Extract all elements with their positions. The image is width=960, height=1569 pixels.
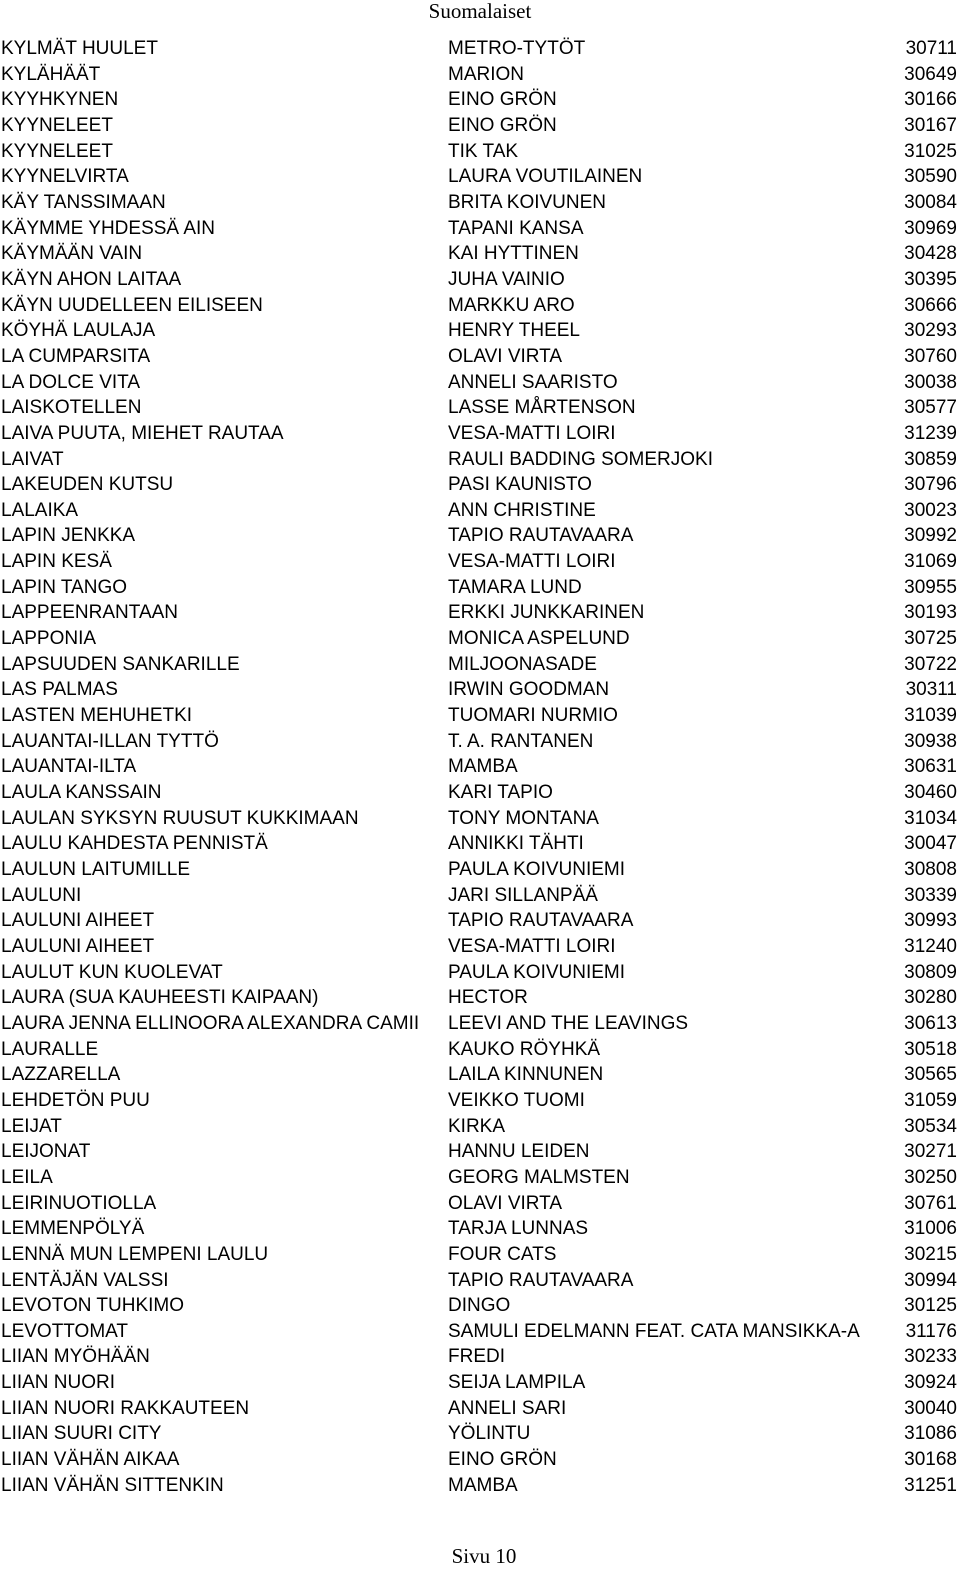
song-title: LIIAN NUORI — [1, 1372, 116, 1394]
table-row — [0, 1473, 960, 1499]
table-row — [0, 729, 960, 755]
song-title: KÄYN AHON LAITAA — [1, 268, 182, 290]
song-title: KÖYHÄ LAULAJA — [1, 320, 156, 342]
song-code: 30534 — [904, 1115, 957, 1137]
song-code: 30038 — [904, 371, 957, 393]
song-title: LAULA KANSSAIN — [1, 782, 162, 804]
song-artist: HENRY THEEL — [448, 320, 580, 342]
song-title: LAPIN JENKKA — [1, 525, 136, 547]
table-row — [0, 1344, 960, 1370]
song-artist: ANNIKKI TÄHTI — [448, 833, 584, 855]
song-code: 30711 — [905, 38, 957, 59]
song-title: LAPPONIA — [1, 628, 97, 650]
table-row — [0, 318, 960, 344]
song-code: 30761 — [904, 1192, 957, 1214]
song-artist: METRO-TYTÖT — [448, 38, 586, 59]
song-code: 30613 — [904, 1012, 957, 1034]
song-artist: VESA-MATTI LOIRI — [448, 551, 616, 573]
song-title: LAS PALMAS — [1, 679, 118, 701]
table-row — [0, 1062, 960, 1088]
table-row — [0, 549, 960, 575]
song-code: 30992 — [904, 525, 957, 547]
song-code: 30859 — [904, 448, 957, 470]
song-artist: TUOMARI NURMIO — [448, 705, 618, 727]
song-code: 30722 — [904, 653, 957, 675]
song-artist: KAUKO RÖYHKÄ — [448, 1038, 601, 1060]
song-artist: ERKKI JUNKKARINEN — [448, 602, 645, 624]
page-header — [0, 0, 960, 28]
song-artist: PAULA KOIVUNIEMI — [448, 961, 626, 983]
song-artist: HECTOR — [448, 987, 528, 1009]
song-artist: VESA-MATTI LOIRI — [448, 935, 616, 957]
song-artist: BRITA KOIVUNEN — [448, 191, 607, 213]
table-row — [0, 1191, 960, 1217]
song-artist: TIK TAK — [448, 140, 519, 162]
song-title: LAULUNI AIHEET — [1, 910, 155, 932]
song-artist: RAULI BADDING SOMERJOKI — [448, 448, 713, 470]
table-row — [0, 652, 960, 678]
table-row — [0, 806, 960, 832]
song-artist: KAI HYTTINEN — [448, 243, 579, 265]
song-title: LAUANTAI-ILTA — [1, 756, 137, 778]
song-code: 30760 — [904, 345, 957, 367]
song-code: 31240 — [904, 935, 957, 957]
table-row — [0, 447, 960, 473]
table-row — [0, 1114, 960, 1140]
song-title: KYYNELEET — [1, 114, 113, 136]
song-code: 30955 — [904, 576, 957, 598]
song-artist: TAPANI KANSA — [448, 217, 584, 239]
song-title: LENNÄ MUN LEMPENI LAULU — [1, 1243, 269, 1265]
song-title: LAZZARELLA — [1, 1064, 121, 1086]
song-artist: OLAVI VIRTA — [448, 345, 563, 367]
table-row — [0, 370, 960, 396]
song-code: 30040 — [904, 1397, 957, 1419]
song-code: 31039 — [904, 705, 957, 727]
table-row — [0, 831, 960, 857]
table-row — [0, 1216, 960, 1242]
song-title: KÄY TANSSIMAAN — [1, 191, 166, 213]
table-row — [0, 190, 960, 216]
song-artist: ANNELI SARI — [448, 1397, 567, 1419]
table-row — [0, 754, 960, 780]
table-row — [0, 1139, 960, 1165]
song-code: 30590 — [904, 166, 957, 188]
song-artist: EINO GRÖN — [448, 89, 557, 111]
song-artist: TAMARA LUND — [448, 576, 582, 598]
song-artist: HANNU LEIDEN — [448, 1141, 590, 1163]
song-title: KYYNELVIRTA — [1, 166, 129, 188]
song-code: 30271 — [904, 1141, 957, 1163]
song-title: LAURA (SUA KAUHEESTI KAIPAAN) — [1, 987, 319, 1009]
table-row — [0, 677, 960, 703]
song-title: KYLÄHÄÄT — [1, 63, 101, 85]
song-artist: PAULA KOIVUNIEMI — [448, 859, 626, 880]
table-row — [0, 1088, 960, 1114]
song-artist: FREDI — [448, 1346, 505, 1368]
table-row — [0, 113, 960, 139]
song-artist: ANN CHRISTINE — [448, 499, 596, 521]
song-artist: MONICA ASPELUND — [448, 628, 630, 650]
song-title: KYYHKYNEN — [1, 89, 119, 111]
table-row — [0, 344, 960, 370]
table-row — [0, 498, 960, 524]
song-title: LEIJONAT — [1, 1141, 91, 1163]
song-artist: KARI TAPIO — [448, 782, 553, 804]
table-row — [0, 908, 960, 934]
song-artist: TAPIO RAUTAVAARA — [448, 910, 634, 932]
table-row — [0, 985, 960, 1011]
song-code: 30395 — [904, 268, 957, 290]
table-row — [0, 1242, 960, 1268]
table-row — [0, 1396, 960, 1422]
song-title: LAULUNI — [1, 884, 82, 906]
song-code: 31025 — [904, 140, 957, 162]
table-row — [0, 780, 960, 806]
song-title: LAURA JENNA ELLINOORA ALEXANDRA CAMII — [1, 1012, 420, 1034]
song-artist: TAPIO RAUTAVAARA — [448, 525, 634, 547]
table-row — [0, 62, 960, 88]
song-title: LAULAN SYKSYN RUUSUT KUKKIMAAN — [1, 807, 359, 829]
table-row — [0, 960, 960, 986]
song-title: LEIRINUOTIOLLA — [1, 1192, 157, 1214]
song-title: LA DOLCE VITA — [1, 371, 141, 393]
table-row — [0, 139, 960, 165]
song-artist: JARI SILLANPÄÄ — [448, 884, 598, 906]
song-artist: IRWIN GOODMAN — [448, 679, 610, 701]
table-row — [0, 626, 960, 652]
table-row — [0, 395, 960, 421]
song-code: 30796 — [904, 474, 957, 496]
song-code: 31176 — [905, 1320, 957, 1342]
song-code: 31251 — [904, 1474, 957, 1496]
song-artist: VEIKKO TUOMI — [448, 1089, 585, 1111]
song-code: 30215 — [904, 1243, 957, 1265]
song-code: 30725 — [904, 628, 957, 650]
song-artist: DINGO — [448, 1295, 511, 1317]
song-artist: MARKKU ARO — [448, 294, 575, 316]
table-row — [0, 36, 960, 62]
song-artist: JUHA VAINIO — [448, 268, 565, 290]
song-code: 30233 — [904, 1346, 957, 1368]
song-code: 30084 — [904, 191, 957, 213]
song-artist: MAMBA — [448, 1474, 518, 1496]
song-code: 30969 — [904, 217, 957, 239]
table-row — [0, 934, 960, 960]
table-row — [0, 216, 960, 242]
page-number: Sivu 10 — [451, 1544, 517, 1568]
table-row — [0, 1268, 960, 1294]
song-artist: TONY MONTANA — [448, 807, 599, 829]
song-artist: LASSE MÅRTENSON — [448, 397, 636, 419]
table-row — [0, 857, 960, 883]
song-code: 30518 — [904, 1038, 957, 1060]
song-artist: PASI KAUNISTO — [448, 474, 592, 496]
song-artist: SEIJA LAMPILA — [448, 1372, 586, 1394]
song-code: 30250 — [904, 1166, 957, 1188]
page-footer — [0, 1545, 960, 1567]
table-row — [0, 883, 960, 909]
song-code: 30809 — [904, 961, 957, 983]
song-code: 30023 — [904, 499, 957, 521]
song-title: LAULUT KUN KUOLEVAT — [1, 961, 223, 983]
song-code: 30460 — [904, 782, 957, 804]
song-title: LALAIKA — [1, 499, 79, 521]
song-title: LIIAN MYÖHÄÄN — [1, 1346, 150, 1368]
table-row — [0, 241, 960, 267]
song-code: 30993 — [904, 910, 957, 932]
song-code: 30631 — [904, 756, 957, 778]
song-title: LAULUN LAITUMILLE — [1, 859, 191, 880]
song-code: 30168 — [904, 1449, 957, 1471]
table-row — [0, 703, 960, 729]
song-code: 30994 — [904, 1269, 957, 1291]
table-row — [0, 523, 960, 549]
song-title: LAKEUDEN KUTSU — [1, 474, 174, 496]
table-row — [0, 1011, 960, 1037]
song-title: LIIAN VÄHÄN AIKAA — [1, 1449, 180, 1471]
table-row — [0, 1447, 960, 1473]
table-row — [0, 472, 960, 498]
table-row — [0, 1421, 960, 1447]
song-artist: TAPIO RAUTAVAARA — [448, 1269, 634, 1291]
song-title: KÄYN UUDELLEEN EILISEEN — [1, 294, 263, 316]
song-code: 31239 — [904, 422, 957, 444]
song-title: LAIVAT — [1, 448, 64, 470]
song-code: 30808 — [904, 859, 957, 880]
song-title: KÄYMÄÄN VAIN — [1, 243, 143, 265]
song-artist: GEORG MALMSTEN — [448, 1166, 630, 1188]
table-row — [0, 87, 960, 113]
song-title: LEHDETÖN PUU — [1, 1089, 150, 1111]
song-artist: LAILA KINNUNEN — [448, 1064, 604, 1086]
table-row — [0, 1037, 960, 1063]
song-artist: FOUR CATS — [448, 1243, 557, 1265]
song-title: KYLMÄT HUULET — [1, 38, 158, 59]
song-title: LEILA — [1, 1166, 53, 1188]
song-title: LAPPEENRANTAAN — [1, 602, 179, 624]
song-artist: MARION — [448, 63, 524, 85]
song-artist: EINO GRÖN — [448, 1449, 557, 1471]
song-code: 30649 — [904, 63, 957, 85]
song-code: 30577 — [904, 397, 957, 419]
song-artist: SAMULI EDELMANN FEAT. CATA MANSIKKA-A — [448, 1320, 860, 1342]
song-artist: MAMBA — [448, 756, 518, 778]
table-row — [0, 575, 960, 601]
song-code: 30125 — [904, 1295, 957, 1317]
song-title: LAPSUUDEN SANKARILLE — [1, 653, 240, 675]
song-code: 30924 — [904, 1372, 957, 1394]
table-row — [0, 421, 960, 447]
song-artist: VESA-MATTI LOIRI — [448, 422, 616, 444]
song-code: 31069 — [904, 551, 957, 573]
table-row — [0, 600, 960, 626]
song-artist: LEEVI AND THE LEAVINGS — [448, 1012, 689, 1034]
song-title: LEMMENPÖLYÄ — [1, 1218, 145, 1240]
song-code: 30428 — [904, 243, 957, 265]
song-artist: ANNELI SAARISTO — [448, 371, 618, 393]
table-row — [0, 164, 960, 190]
song-code: 31086 — [904, 1423, 957, 1445]
song-code: 31006 — [904, 1218, 957, 1240]
song-title: LIIAN VÄHÄN SITTENKIN — [1, 1474, 224, 1496]
song-artist: YÖLINTU — [448, 1423, 531, 1445]
song-title: LA CUMPARSITA — [1, 345, 151, 367]
song-title: LEVOTON TUHKIMO — [1, 1295, 184, 1317]
song-table — [0, 36, 960, 1498]
song-title: LEIJAT — [1, 1115, 62, 1137]
song-title: LAPIN TANGO — [1, 576, 127, 598]
song-code: 30280 — [904, 987, 957, 1009]
song-code: 30339 — [904, 884, 957, 906]
song-title: LAPIN KESÄ — [1, 551, 112, 573]
song-artist: KIRKA — [448, 1115, 506, 1137]
table-row — [0, 1293, 960, 1319]
song-code: 30311 — [905, 679, 957, 701]
table-row — [0, 293, 960, 319]
song-code: 30193 — [904, 602, 957, 624]
song-title: LAURALLE — [1, 1038, 99, 1060]
song-artist: OLAVI VIRTA — [448, 1192, 563, 1214]
table-row — [0, 1165, 960, 1191]
song-title: LAIVA PUUTA, MIEHET RAUTAA — [1, 422, 284, 444]
song-code: 30565 — [904, 1064, 957, 1086]
song-artist: TARJA LUNNAS — [448, 1218, 589, 1240]
song-code: 31034 — [904, 807, 957, 829]
song-title: KÄYMME YHDESSÄ AIN — [1, 217, 215, 239]
song-title: LASTEN MEHUHETKI — [1, 705, 193, 727]
song-title: KYYNELEET — [1, 140, 113, 162]
song-artist: EINO GRÖN — [448, 114, 557, 136]
table-row — [0, 1370, 960, 1396]
song-title: LAISKOTELLEN — [1, 397, 142, 419]
song-code: 30047 — [904, 833, 957, 855]
song-code: 30666 — [904, 294, 957, 316]
page-title: Suomalaiset — [428, 0, 532, 23]
song-code: 31059 — [904, 1089, 957, 1111]
song-title: LIIAN SUURI CITY — [1, 1423, 162, 1445]
song-title: LAUANTAI-ILLAN TYTTÖ — [1, 730, 219, 752]
table-row — [0, 1319, 960, 1345]
song-code: 30938 — [904, 730, 957, 752]
song-artist: T. A. RANTANEN — [448, 730, 594, 752]
song-artist: MILJOONASADE — [448, 653, 597, 675]
song-title: LENTÄJÄN VALSSI — [1, 1269, 169, 1291]
song-code: 30166 — [904, 89, 957, 111]
song-title: LIIAN NUORI RAKKAUTEEN — [1, 1397, 250, 1419]
song-artist: LAURA VOUTILAINEN — [448, 166, 643, 188]
song-code: 30167 — [904, 114, 957, 136]
song-code: 30293 — [904, 320, 957, 342]
table-row — [0, 267, 960, 293]
song-title: LEVOTTOMAT — [1, 1320, 129, 1342]
song-title: LAULU KAHDESTA PENNISTÄ — [1, 833, 268, 855]
song-title: LAULUNI AIHEET — [1, 935, 155, 957]
